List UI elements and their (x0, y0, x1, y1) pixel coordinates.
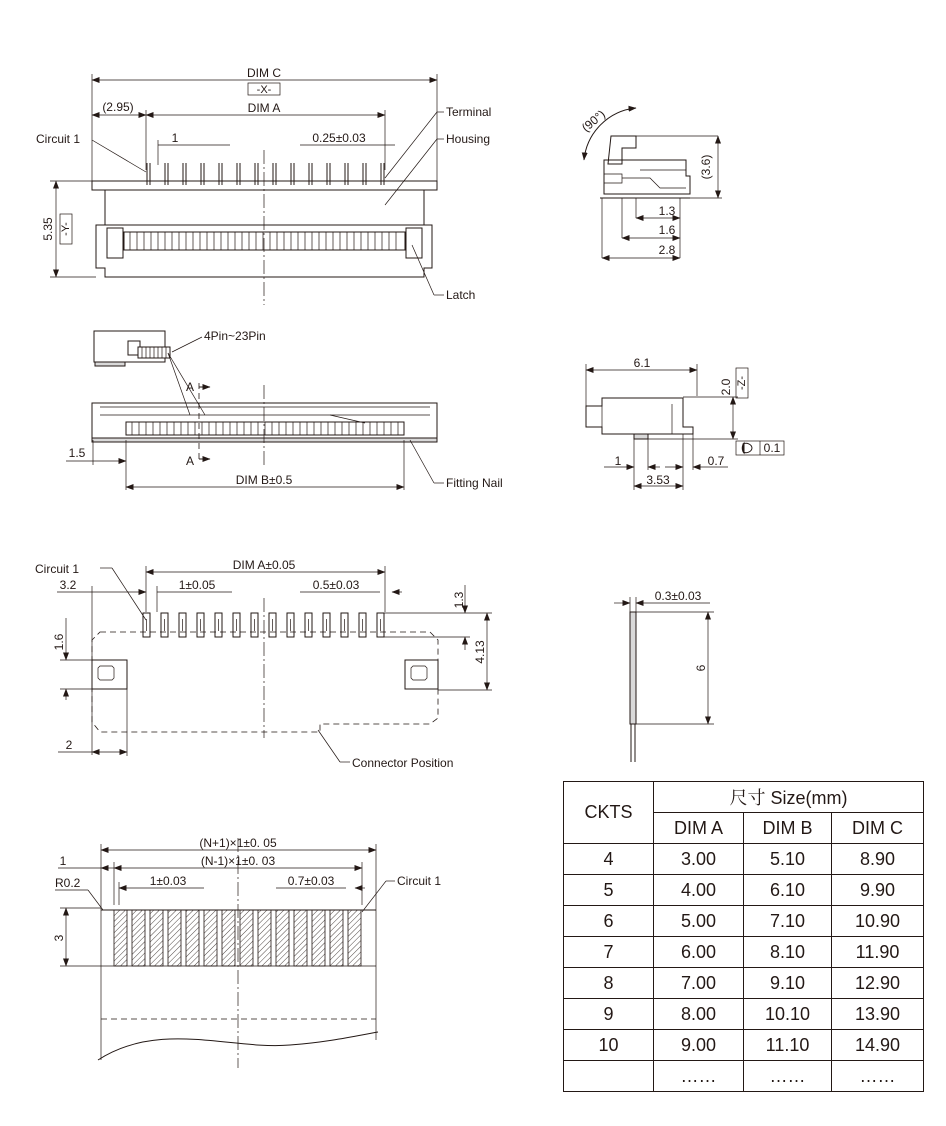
pitch-0-25: 0.25±0.03 (312, 131, 366, 145)
height-3: 3 (52, 934, 66, 942)
pitch-1-003: 1±0.03 (149, 874, 187, 888)
cell-dim-c: 11.90 (832, 937, 924, 968)
terminal-pins (147, 163, 384, 185)
pitch-0-5: 0.5±0.03 (312, 578, 360, 592)
table-row (564, 937, 924, 968)
n-minus-label: (N-1)×1±0. 03 (200, 854, 276, 868)
datum-y: -Y- (60, 222, 72, 236)
height-5-35: 5.35 (41, 217, 55, 241)
section-a-top: A (186, 380, 195, 394)
cell-dim-c: 12.90 (832, 968, 924, 999)
table-row (564, 1030, 924, 1061)
cell-dim-a: 5.00 (654, 906, 744, 937)
cell-dim-b: …… (744, 1061, 832, 1092)
cell-dim-b: 11.10 (744, 1030, 832, 1061)
fpc-thickness-view (614, 589, 714, 762)
datum-x: -X- (256, 84, 272, 96)
cell-dim-a: 6.00 (654, 937, 744, 968)
dim-a-tol: DIM A±0.05 (232, 558, 296, 572)
flatness-0-1: 0.1 (763, 441, 781, 455)
cell-dim-c: 14.90 (832, 1030, 924, 1061)
table-row (564, 844, 924, 875)
height-2-0: 2.0 (719, 378, 733, 396)
terminal-label: Terminal (446, 105, 492, 119)
cell-dim-b: 7.10 (744, 906, 832, 937)
housing-label: Housing (446, 132, 491, 146)
table-row (564, 906, 924, 937)
top-view (36, 66, 491, 305)
table-row (564, 1061, 924, 1092)
cell-dim-b: 10.10 (744, 999, 832, 1030)
cell-ckts: 6 (564, 906, 654, 937)
thickness-0-3: 0.3±0.03 (654, 589, 702, 603)
cell-ckts: 10 (564, 1030, 654, 1061)
front-contacts (132, 422, 398, 435)
table-row (564, 999, 924, 1030)
dim-a-label: DIM A (247, 101, 281, 115)
cell-dim-c: 9.90 (832, 875, 924, 906)
cell-dim-a: 8.00 (654, 999, 744, 1030)
right-view (586, 356, 784, 490)
dim-1-3: 1.3 (658, 204, 676, 218)
size-header: 尺寸 Size(mm) (654, 782, 924, 813)
cell-ckts: 4 (564, 844, 654, 875)
n-plus-label: (N+1)×1±0. 05 (199, 836, 277, 850)
pin-detail (138, 347, 170, 358)
front-view (66, 329, 503, 490)
cell-ckts: 5 (564, 875, 654, 906)
pcb-layout (35, 558, 492, 770)
dim-1-6: 1.6 (658, 223, 676, 237)
cell-dim-a: 3.00 (654, 844, 744, 875)
col-dim-b: DIM B (744, 813, 832, 844)
latch-comb (130, 232, 396, 250)
dim-0-7: 0.7 (707, 454, 725, 468)
col-dim-c: DIM C (832, 813, 924, 844)
connector-position-label: Connector Position (352, 756, 454, 770)
cell-dim-a: 9.00 (654, 1030, 744, 1061)
section-a-bottom: A (186, 454, 195, 468)
height-3-6: (3.6) (699, 154, 713, 180)
cell-dim-b: 6.10 (744, 875, 832, 906)
cell-dim-a: 4.00 (654, 875, 744, 906)
one-label: 1 (171, 131, 179, 145)
radius-r0-2: R0.2 (55, 876, 81, 890)
circuit1-pcb-label: Circuit 1 (35, 562, 80, 576)
cell-dim-b: 8.10 (744, 937, 832, 968)
ckts-header: CKTS (564, 782, 654, 844)
fpc-fingers (114, 910, 361, 966)
cell-dim-c: …… (832, 1061, 924, 1092)
dim-3-53: 3.53 (646, 473, 670, 487)
pitch-1-005: 1±0.05 (178, 578, 216, 592)
cell-ckts: 8 (564, 968, 654, 999)
col-dim-a: DIM A (654, 813, 744, 844)
pitch-0-7: 0.7±0.03 (287, 874, 335, 888)
dim-b-label: DIM B±0.5 (235, 473, 293, 487)
cell-dim-a: …… (654, 1061, 744, 1092)
pad-len-1-3: 1.3 (452, 591, 466, 609)
dim-2-8: 2.8 (658, 243, 676, 257)
cell-dim-c: 8.90 (832, 844, 924, 875)
table-row (564, 968, 924, 999)
offset-1-5: 1.5 (68, 446, 86, 460)
datum-z: -Z- (736, 375, 748, 391)
dim-c-label: DIM C (247, 66, 281, 80)
cell-ckts: 7 (564, 937, 654, 968)
side-view (579, 107, 722, 258)
size-table (563, 781, 924, 1092)
edge-1: 1 (59, 854, 67, 868)
height-4-13: 4.13 (473, 640, 487, 664)
angle-90: (90°) (578, 107, 608, 135)
table-row (564, 875, 924, 906)
latch-label: Latch (446, 288, 476, 302)
cell-dim-a: 7.00 (654, 968, 744, 999)
pcb-pads (143, 613, 384, 637)
cell-dim-b: 9.10 (744, 968, 832, 999)
dim-1: 1 (614, 454, 622, 468)
pin-range-label: 4Pin~23Pin (204, 329, 266, 343)
pad-w-1-6: 1.6 (52, 633, 66, 651)
cell-dim-c: 10.90 (832, 906, 924, 937)
cell-ckts: 9 (564, 999, 654, 1030)
cell-dim-b: 5.10 (744, 844, 832, 875)
fpc-layout (52, 836, 441, 1068)
bottom-2: 2 (65, 738, 73, 752)
circuit1-fpc-label: Circuit 1 (397, 874, 442, 888)
offset-2-95: (2.95) (102, 100, 134, 114)
fpc-length-6: 6 (694, 664, 708, 672)
circuit1-top-label: Circuit 1 (36, 132, 81, 146)
cell-dim-c: 13.90 (832, 999, 924, 1030)
offset-3-2: 3.2 (59, 578, 77, 592)
cell-ckts (564, 1061, 654, 1092)
fitting-nail-label: Fitting Nail (446, 476, 503, 490)
width-6-1: 6.1 (633, 356, 651, 370)
